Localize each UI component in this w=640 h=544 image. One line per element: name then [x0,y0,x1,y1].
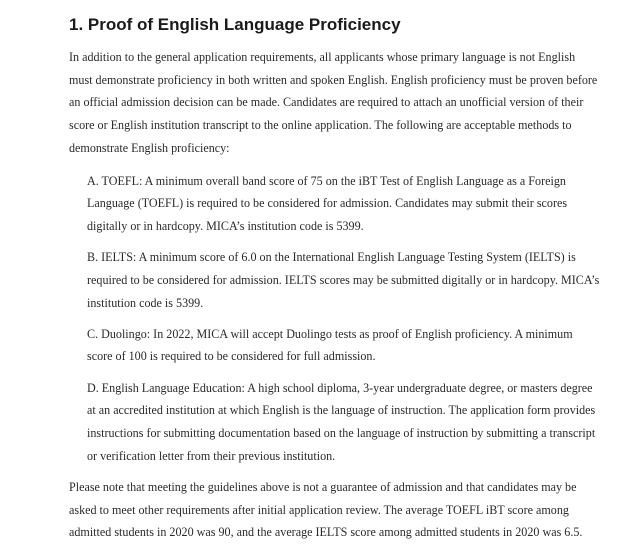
closing-paragraph: Please note that meeting the guidelines above is not a guarantee of admission and that candidates may be asked to meet other requirements after initial application review. The average TOEFL iBT score among admitted students in 2020 was 90, and the average IELTS score among admitted students in 2020 was 6.5. [69,479,583,540]
method-english-education: D. English Language Education: A high school diploma, 3-year undergraduate degree, or masters degree at an accredited institution at which English is the language of instruction. The application form provides instructions for submitting documentation based on the language of instruction by submitting a transcript or verification letter from their previous institution. [87,380,596,463]
intro-paragraph: In addition to the general application requirements, all applicants whose primary language is not English must demonstrate proficiency in both written and spoken English. English proficiency must be proven before an official admission decision can be made. Candidates are required to attach an unofficial version of their score or English institution transcript to the online application. The following are acceptable methods to demonstrate English proficiency: [69,50,598,155]
method-ielts: B. IELTS: A minimum score of 6.0 on the International English Language Testing System (IELTS) is required to be considered for admission. IELTS scores may be submitted digitally or in hardcopy. MICA’s institution code is 5399. [87,250,600,310]
method-duolingo: C. Duolingo: In 2022, MICA will accept Duolingo tests as proof of English proficiency. A minimum score of 100 is required to be considered for full admission. [87,326,573,364]
method-toefl: A. TOEFL: A minimum overall band score of 75 on the iBT Test of English Language as a Foreign Language (TOEFL) is required to be considered for admission. Candidates may submit their scores digitally or in hardcopy. MICA’s institution code is 5399. [87,173,568,233]
section-heading: 1. Proof of English Language Proficiency [69,15,401,34]
